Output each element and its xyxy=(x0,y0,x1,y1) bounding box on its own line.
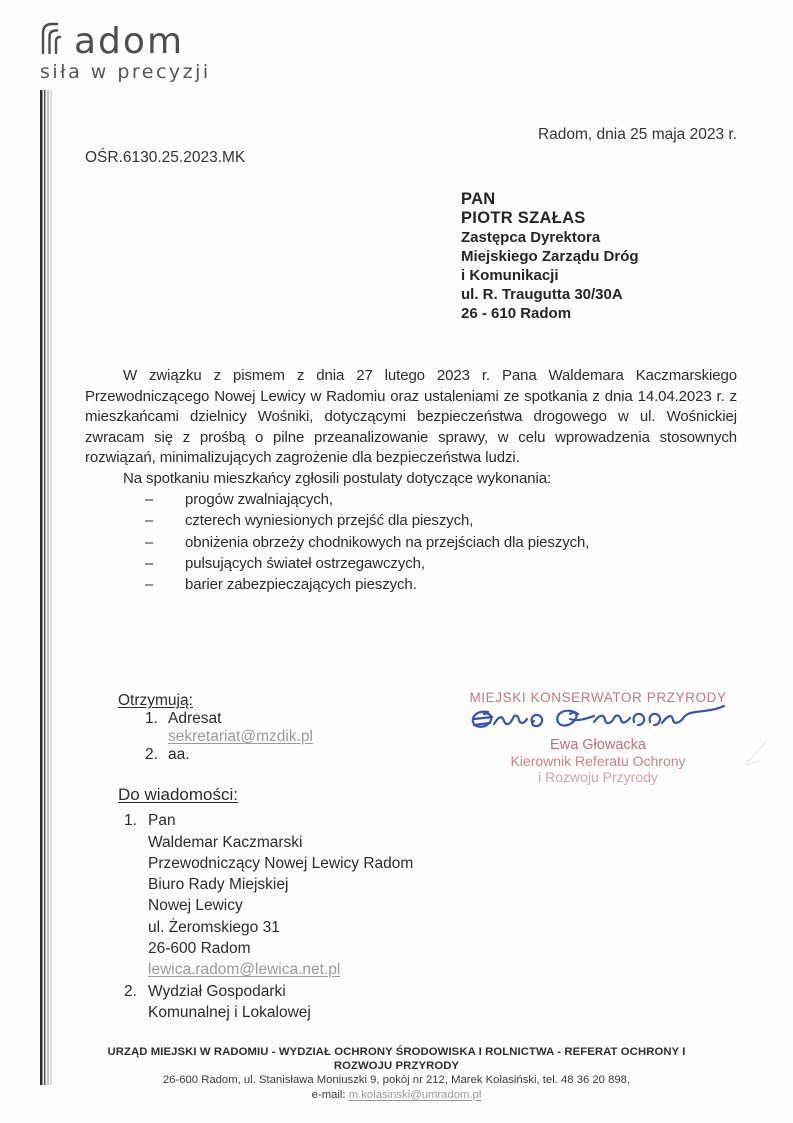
list-number: 2. xyxy=(124,982,137,1000)
scan-binding-artifact xyxy=(40,90,54,1085)
recipient-line: 26 - 610 Radom xyxy=(461,305,572,322)
recipient-line: Miejskiego Zarządu Dróg xyxy=(461,248,639,265)
stamp-person-name: Ewa Głowacka xyxy=(550,737,646,753)
cc-line: Komunalnej i Lokalowej xyxy=(148,1003,311,1021)
stamp-role-line-1: Kierownik Referatu Ochrony xyxy=(510,753,686,769)
stamp-title: MIEJSKI KONSERWATOR PRZYRODY xyxy=(469,690,727,705)
distribution-item: aa. xyxy=(168,746,190,763)
distribution-section xyxy=(118,692,313,764)
footer-email-label: e-mail: xyxy=(311,1088,349,1101)
letter-body xyxy=(85,366,737,595)
stamp-role-line-2: i Rozwoju Przyrody xyxy=(538,769,658,785)
postulate-item: – progów zwalniających, xyxy=(85,489,737,510)
cc-line: ul. Żeromskiego 31 xyxy=(148,918,280,936)
body-paragraph-1: W związku z pismem z dnia 27 lutego 2023 r. Pana Waldemara Kaczmarskiego Przewodniczącego Nowej Lewicy w Radomiu oraz ustaleniami ze spotkania z dnia 14.04.2023 r. z mieszkańcami dzielnicy Wośniki, dotyczącymi bezpieczeństwa drogowego w ul. Wośnickiej zwracam się z prośbą o pilne przeanalizowanie sprawy, w celu wprowadzenia stosownych rozwiązań, minimalizujących zagrożenie dla bezpieczeństwa ludzi. xyxy=(85,367,737,466)
cc-line: Pan xyxy=(148,812,176,830)
recipient-line: ul. R. Traugutta 30/30A xyxy=(461,286,623,303)
lewica-email-link[interactable]: lewica.radom@lewica.net.pl xyxy=(148,961,341,979)
footer-address-line: 26-600 Radom, ul. Stanisława Moniuszki 9, pokój nr 212, Marek Kolasiński, tel. 48 36 20 898, xyxy=(162,1074,631,1086)
cc-line: Przewodniczący Nowej Lewicy Radom xyxy=(148,854,414,872)
distribution-item: Adresat xyxy=(168,710,222,727)
radom-logo xyxy=(40,20,211,83)
cc-heading: Do wiadomości: xyxy=(118,785,238,804)
recipient-line: i Komunikacji xyxy=(461,267,559,284)
mzdik-email-link[interactable]: sekretariat@mzdik.pl xyxy=(168,728,313,745)
body-paragraph-2: Na spotkaniu mieszkańcy zgłosili postulaty dotyczące wykonania: xyxy=(123,469,552,487)
list-number: 1. xyxy=(145,710,158,727)
cc-section xyxy=(118,784,413,1023)
postulate-item: – czterech wyniesionych przejść dla pieszych, xyxy=(85,510,737,531)
cc-line: Wydział Gospodarki xyxy=(148,982,286,1000)
scan-smudge-artifact xyxy=(742,738,770,773)
postulate-item: – pulsujących świateł ostrzegawczych, xyxy=(85,553,737,574)
umradom-email-link[interactable]: m.kolasinski@umradom.pl xyxy=(348,1088,482,1101)
letter-date: Radom, dnia 25 maja 2023 r. xyxy=(537,126,737,143)
distribution-heading: Otrzymują: xyxy=(118,692,193,709)
cc-line: Waldemar Kaczmarski xyxy=(148,833,303,851)
case-reference-number: OŚR.6130.25.2023.MK xyxy=(85,149,246,166)
conservator-stamp xyxy=(448,690,748,785)
postulates-list xyxy=(85,489,737,595)
list-number: 2. xyxy=(145,746,158,763)
postulate-item: – barier zabezpieczających pieszych. xyxy=(85,574,737,595)
recipient-line: Zastępca Dyrektora xyxy=(461,229,601,246)
logo-brand-text: adom xyxy=(74,21,185,62)
postulate-item: – obniżenia obrzeży chodnikowych na przejściach dla pieszych, xyxy=(85,532,737,553)
recipient-address-block xyxy=(461,190,639,323)
cc-line: Nowej Lewicy xyxy=(148,897,243,915)
radom-logo-r-arcs-icon xyxy=(40,20,74,59)
cc-line: 26-600 Radom xyxy=(148,940,251,958)
recipient-line: PIOTR SZAŁAS xyxy=(461,209,586,227)
cc-line: Biuro Rady Miejskiej xyxy=(148,876,289,894)
office-footer xyxy=(0,1046,793,1102)
footer-office-name: URZĄD MIEJSKI W RADOMIU - WYDZIAŁ OCHRONY ŚRODOWISKA I ROLNICTWA - REFERAT OCHRONY I ROZWOJU PRZYRODY xyxy=(107,1046,686,1072)
logo-tagline: siła w precyzji xyxy=(40,61,211,83)
recipient-line: PAN xyxy=(461,190,496,208)
list-number: 1. xyxy=(124,812,137,830)
